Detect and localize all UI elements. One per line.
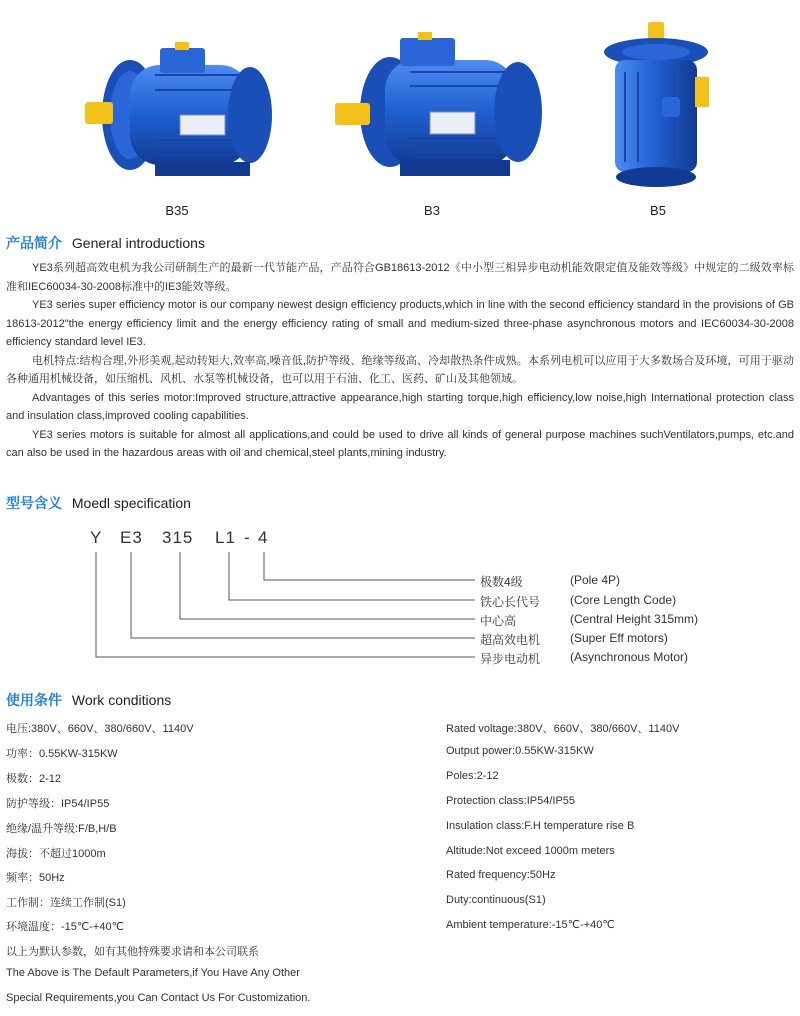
connector-pole <box>264 552 475 580</box>
wc-right-protection: Protection class:IP54/IP55 <box>446 795 576 807</box>
code-part-dash: - <box>244 528 251 547</box>
code-part-y: Y <box>90 528 103 547</box>
wc-right-poles: Poles:2-12 <box>446 770 499 782</box>
wc-left-altitude: 海拔：不超过1000m <box>6 848 106 860</box>
general-title-cn: 产品简介 <box>6 235 62 251</box>
work-section-title <box>6 690 171 710</box>
spec-en-central-height: (Central Height 315mm) <box>570 612 699 626</box>
wc-left-insulation: 绝缘/温升等级:F/B,H/B <box>6 823 117 835</box>
general-intro-text <box>6 259 794 463</box>
motor-b5-image <box>600 22 715 192</box>
code-part-315: 315 <box>162 528 194 547</box>
model-connector-lines <box>0 548 480 663</box>
wc-right-insulation: Insulation class:F.H temperature rise B <box>446 820 635 832</box>
connector-super-eff <box>131 552 475 638</box>
intro-paragraph-en-3: YE3 series motors is suitable for almost all applications,and could be used to drive all kinds of general purpose machines suchVentilators,pumps, etc.and can also be used in the hazardous areas with oil and chemical,steel plants,mining industry. <box>6 428 794 459</box>
intro-paragraph-en-1: YE3 series super efficiency motor is our company newest design efficiency products,which in line with the second efficiency standard in the provisions of GB 18613-2012"the energy efficiency limit and the energy efficiency rating of small and medium-sized three-phase asynchronous motors and IEC60034-30-2008 efficiency standard level IE3. <box>6 299 794 348</box>
motor-label-b5: B5 <box>650 203 666 218</box>
spec-cn-core-length: 铁心长代号 <box>480 595 541 609</box>
motor-label-b35: B35 <box>165 203 189 218</box>
motor-label-b3: B3 <box>424 203 440 218</box>
spec-en-super-eff: (Super Eff motors) <box>570 631 668 645</box>
code-part-e3: E3 <box>120 528 143 547</box>
connector-core-length <box>229 552 475 600</box>
wc-left-note-cn: 以上为默认参数，如有其他特殊要求请和本公司联系 <box>6 946 259 958</box>
spec-cn-asynchronous: 异步电动机 <box>480 652 541 666</box>
model-title-cn: 型号含义 <box>6 495 62 511</box>
spec-cn-pole: 极数4级 <box>480 575 523 589</box>
wc-right-power: Output power:0.55KW-315KW <box>446 745 594 757</box>
intro-paragraph-cn-1: YE3系列超高效电机为我公司研制生产的最新一代节能产品，产品符合GB18613-2012《中小型三相异步电动机能效限定值及能效等级》中规定的二级效率标准和IEC60034-30-2008标准中的IE3能效等级。 <box>6 262 794 293</box>
wc-left-note-en-2: Special Requirements,you Can Contact Us For Customization. <box>6 992 311 1004</box>
wc-left-duty: 工作制：连续工作制(S1) <box>6 897 126 909</box>
wc-right-frequency: Rated frequency:50Hz <box>446 869 556 881</box>
wc-left-frequency: 频率：50Hz <box>6 872 65 884</box>
work-title-cn: 使用条件 <box>6 692 62 708</box>
wc-left-protection: 防护等级：IP54/IP55 <box>6 798 110 810</box>
model-section-title <box>6 493 191 513</box>
connector-asynchronous <box>96 552 475 657</box>
general-section-title <box>6 233 205 253</box>
wc-left-temperature: 环境温度：-15℃-+40℃ <box>6 921 124 933</box>
general-title-en: General introductions <box>71 235 205 251</box>
spec-en-asynchronous: (Asynchronous Motor) <box>570 650 689 664</box>
motor-b35-image <box>85 30 285 195</box>
spec-en-pole: (Pole 4P) <box>570 573 621 587</box>
wc-right-altitude: Altitude:Not exceed 1000m meters <box>446 845 615 857</box>
wc-left-voltage: 电压:380V、660V、380/660V、1140V <box>6 723 194 735</box>
motor-b3-image <box>330 20 550 195</box>
wc-right-temperature: Ambient temperature:-15℃-+40℃ <box>446 919 615 931</box>
wc-right-duty: Duty:continuous(S1) <box>446 894 546 906</box>
model-title-en: Moedl specification <box>71 495 191 511</box>
wc-left-poles: 极数：2-12 <box>6 773 62 785</box>
wc-left-note-en-1: The Above is The Default Parameters,if You Have Any Other <box>6 967 300 979</box>
code-part-4: 4 <box>258 528 269 547</box>
connector-central-height <box>180 552 475 619</box>
spec-cn-super-eff: 超高效电机 <box>480 633 541 647</box>
spec-cn-central-height: 中心高 <box>480 614 517 628</box>
intro-paragraph-cn-2: 电机特点:结构合理,外形美观,起动转矩大,效率高,噪音低,防护等级、绝缘等级高、冷却散热条件成熟。本系列电机可以应用于大多数场合及环境，可用于驱动各种通用机械设备，如压缩机、风机、水泵等机械设备，也可以用于石油、化工、医药、矿山及其他领域。 <box>6 354 794 385</box>
intro-paragraph-en-2: Advantages of this series motor:Improved structure,attractive appearance,high starting torque,high efficiency,low noise,high International protection class and insulation class,improved cooling capabilities. <box>6 391 794 422</box>
code-part-l1: L1 <box>215 528 236 547</box>
wc-right-voltage: Rated voltage:380V、660V、380/660V、1140V <box>446 723 680 735</box>
spec-en-core-length: (Core Length Code) <box>570 593 677 607</box>
wc-left-power: 功率：0.55KW-315KW <box>6 748 118 760</box>
work-title-en: Work conditions <box>71 692 172 708</box>
